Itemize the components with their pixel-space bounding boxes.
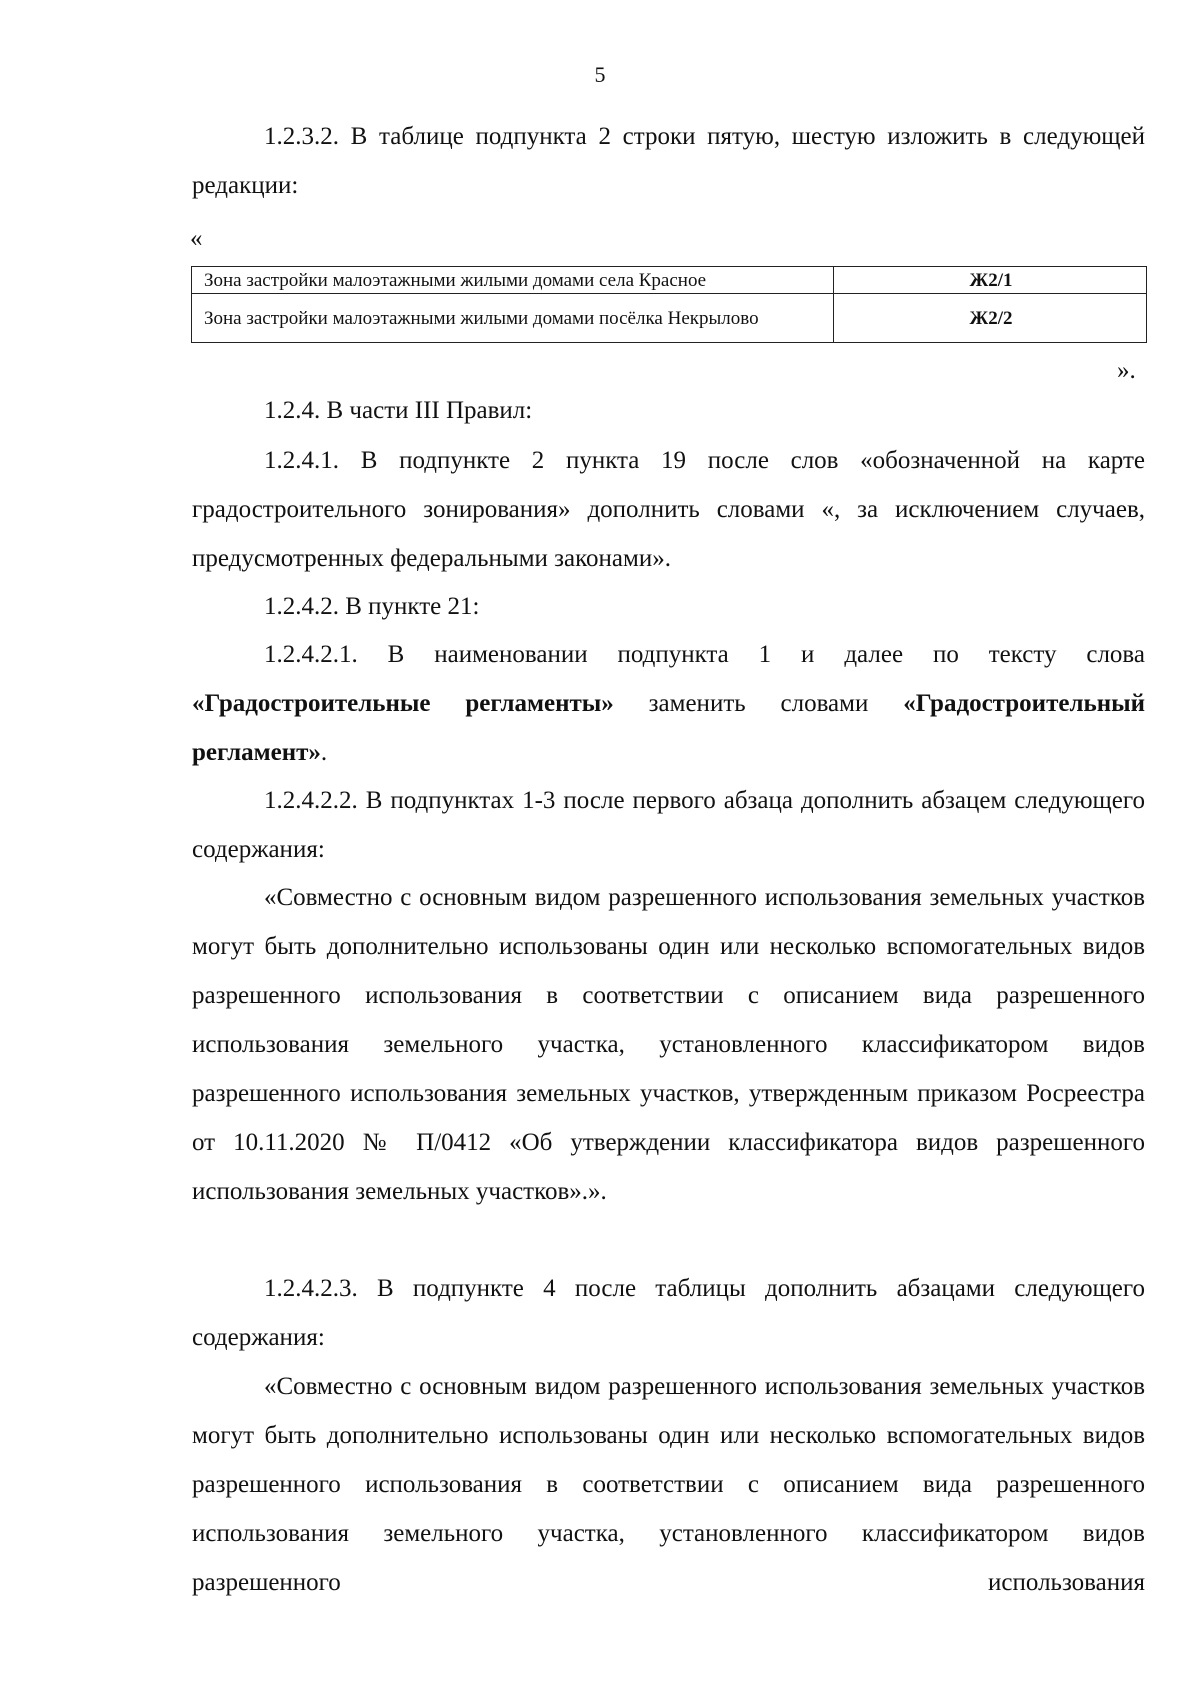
- paragraph-1-2-4-2: 1.2.4.2. В пункте 21:: [264, 593, 480, 620]
- paragraph-1-2-4-2-1: [192, 630, 1145, 777]
- quoted-paragraph-2: «Совместно с основным видом разрешенного использования земельных участков могут быть дополнительно использованы один или несколько вспомогательных видов разрешенного использования в соответствии с описанием вида разрешенного использования земельного участка, установленного классификатором видов разрешенного использования: [192, 1373, 1145, 1596]
- bold-term-old: «Градостроительные регламенты»: [192, 690, 614, 717]
- paragraph-1-2-4: 1.2.4. В части III Правил:: [264, 397, 533, 424]
- table-row: [192, 267, 1147, 294]
- paragraph-1-2-4-2-2: 1.2.4.2.2. В подпунктах 1-3 после первого абзаца дополнить абзацем следующего содержания:: [192, 787, 1145, 863]
- paragraph-text: .: [320, 739, 328, 766]
- zone-code-cell: Ж2/1: [834, 267, 1147, 294]
- amendment-table: [191, 266, 1147, 343]
- zone-name-cell: Зона застройки малоэтажными жилыми домами посёлка Некрылово: [192, 294, 834, 343]
- paragraph-1-2-4-1: 1.2.4.1. В подпункте 2 пункта 19 после слов «обозначенной на карте градостроительного зонирования» дополнить словами «, за исключением случаев, предусмотренных федеральными законами».: [192, 447, 1145, 572]
- quote-open-mark: «: [190, 225, 203, 252]
- paragraph-1-2-3-2: 1.2.3.2. В таблице подпункта 2 строки пятую, шестую изложить в следующей редакции:: [192, 123, 1145, 199]
- quote-close-mark: ».: [1117, 357, 1136, 384]
- zone-code-cell: Ж2/2: [834, 294, 1147, 343]
- page-number: 5: [594, 62, 606, 87]
- table-row: [192, 294, 1147, 343]
- paragraph-1-2-4-2-3: 1.2.4.2.3. В подпункте 4 после таблицы дополнить абзацами следующего содержания:: [192, 1275, 1145, 1351]
- quoted-paragraph-1: «Совместно с основным видом разрешенного использования земельных участков могут быть дополнительно использованы один или несколько вспомогательных видов разрешенного использования в соответствии с описанием вида разрешенного использования земельного участка, установленного классификатором видов разрешенного использования земельных участков, утвержденным приказом Росреестра от 10.11.2020 № П/0412 «Об утверждении классификатора видов разрешенного использования земельных участков».».: [192, 884, 1145, 1205]
- bold-term-new: «Градостроительный регламент»: [192, 690, 1146, 766]
- zone-name-cell: Зона застройки малоэтажными жилыми домами села Красное: [192, 267, 834, 294]
- paragraph-text: 1.2.4.2.1. В наименовании подпункта 1 и далее по тексту слова: [264, 641, 1145, 668]
- paragraph-text: заменить словами: [648, 690, 869, 717]
